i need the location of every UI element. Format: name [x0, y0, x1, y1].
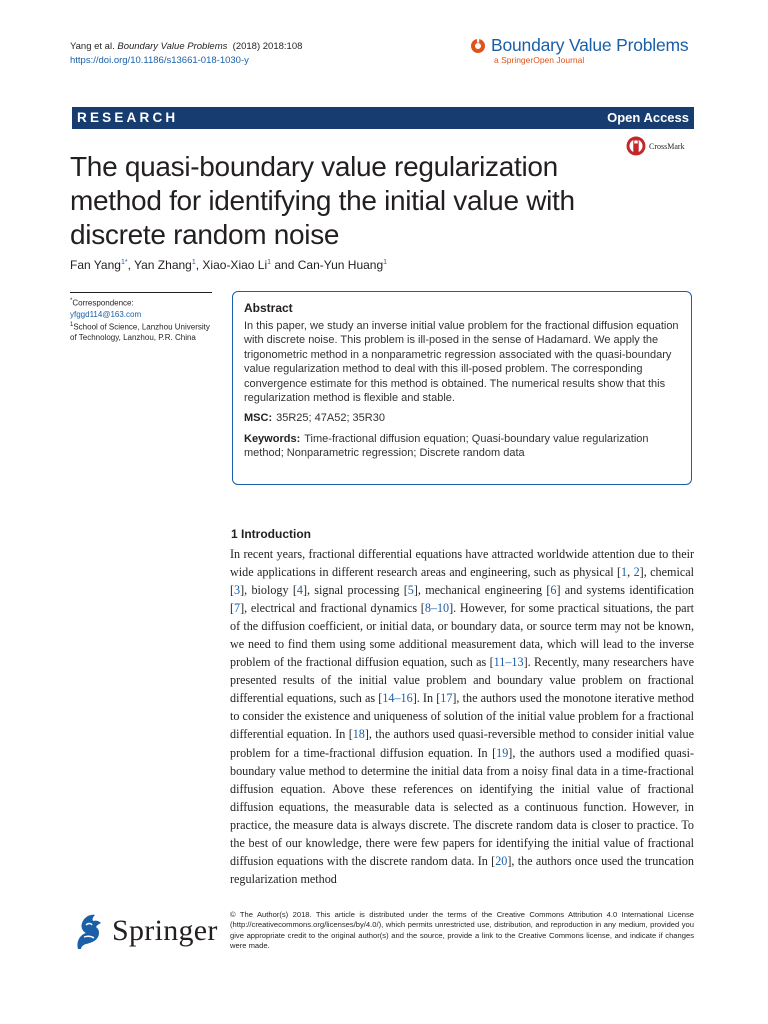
- paper-title: The quasi-boundary value regularization method for identifying the initial value with discrete random noise: [70, 151, 575, 250]
- keywords-text: Time-fractional diffusion equation; Quasi-boundary value regularization method; Nonparametric regression; Discrete random data: [244, 432, 649, 460]
- paragraph-text: ] and systems identification [: [230, 583, 694, 616]
- author-separator: and: [271, 258, 298, 272]
- affiliation-text: School of Science, Lanzhou University of Technology, Lanzhou, P.R. China: [70, 322, 210, 343]
- author-separator: ,: [195, 258, 203, 272]
- affiliation-marker: 1: [70, 321, 74, 328]
- header-citation: [70, 40, 302, 68]
- author-list: [70, 258, 387, 272]
- author-affiliation-marker[interactable]: 1: [267, 259, 272, 266]
- citation-journal: Boundary Value Problems: [117, 41, 228, 52]
- author-affiliation-marker[interactable]: 1*: [120, 259, 128, 266]
- springer-horse-icon: [72, 911, 106, 951]
- author-separator: ,: [127, 258, 135, 272]
- citation-year: (2018) 2018:108: [232, 41, 303, 52]
- paragraph-text: ], the authors used quasi-reversible method to consider initial value problem for a time-fractional diffusion equation. In [: [230, 727, 694, 760]
- springer-wordmark: Springer: [112, 914, 218, 947]
- citation-link[interactable]: 18: [352, 727, 365, 742]
- paragraph-text: ], the authors used a modified quasi-boundary value method to determine the initial data from a noisy final data in a time-fractional diffusion equation. Above these references on identifying the initial value of fractional diffusion equations, the measurable data is selected as a continuous function. However, in practice, the measure data is always discrete. The discrete random data is closer to practice. To the best of our knowledge, there were few papers for identifying the initial value of fractional diffusion equations with the discrete random data. In [: [230, 745, 694, 868]
- author-name[interactable]: Fan Yang: [70, 258, 121, 272]
- msc-codes: 35R25; 47A52; 35R30: [276, 412, 385, 425]
- citation-link[interactable]: 2: [633, 565, 640, 580]
- citation-link[interactable]: 8–10: [424, 601, 450, 616]
- msc-label: MSC:: [244, 412, 273, 425]
- msc-row: [244, 411, 680, 425]
- doi-link[interactable]: https://doi.org/10.1186/s13661-018-1030-y: [70, 55, 249, 66]
- keywords-label: Keywords:: [244, 432, 301, 445]
- email-link[interactable]: yfggd114@163.com: [70, 309, 142, 319]
- author-name[interactable]: Yan Zhang: [134, 258, 192, 272]
- citation-link[interactable]: 7: [234, 601, 241, 616]
- citation-link[interactable]: 3: [234, 583, 241, 598]
- article-type-label: RESEARCH: [77, 110, 179, 125]
- journal-subtitle: a SpringerOpen Journal: [494, 55, 585, 65]
- author-name[interactable]: Can-Yun Huang: [297, 258, 384, 272]
- paragraph-text: ]. In [: [412, 691, 441, 706]
- correspondence-block: [70, 292, 212, 343]
- citation-link[interactable]: 6: [550, 583, 557, 598]
- journal-name: Boundary Value Problems: [491, 35, 689, 55]
- abstract-text: In this paper, we study an inverse initial value problem for the fractional diffusion equation with discrete noise. This problem is ill-posed in the sense of Hadamard. We apply the trigonometric method in a nonparametric regression associated with the quasi-boundary value regularization method to deal with this ill-posed problem. The corresponding convergence estimate for this method is obtained. The numerical results show that this regularization method is flexible and stable.: [244, 320, 679, 405]
- citation-link[interactable]: 11–13: [493, 655, 524, 670]
- crossmark-label: CrossMark: [649, 141, 685, 151]
- paragraph-text: ], mechanical engineering [: [413, 583, 551, 598]
- citation-prefix: Yang et al.: [70, 41, 115, 52]
- citation-link[interactable]: 19: [496, 745, 509, 760]
- crossmark-button[interactable]: [626, 136, 685, 156]
- section-heading-introduction: 1 Introduction: [231, 527, 311, 541]
- paragraph-text: ], chemical [: [230, 565, 694, 598]
- paragraph-text: ], electrical and fractional dynamics [: [240, 601, 425, 616]
- correspondence-label: Correspondence:: [72, 298, 134, 308]
- paragraph-text: ]. Recently, many researchers have presented results of the initial value problem and boundary value problem on fractional differential equations, such as [: [230, 655, 694, 706]
- citation-link[interactable]: 4: [296, 583, 303, 598]
- crossmark-icon: [626, 136, 646, 156]
- springer-logo: [72, 911, 218, 951]
- citation-link[interactable]: 1: [621, 565, 628, 580]
- paragraph-text: In recent years, fractional differential equations have attracted worldwide attention due to their wide applications in different research areas and engineering, such as physical [: [230, 547, 694, 580]
- paragraph-text: ,: [627, 565, 634, 580]
- citation-link[interactable]: 14–16: [382, 691, 413, 706]
- abstract-box: [232, 291, 692, 485]
- introduction-paragraph: [230, 545, 694, 888]
- abstract-heading: Abstract: [244, 301, 293, 315]
- citation-link[interactable]: 20: [495, 853, 508, 868]
- open-access-label: Open Access: [607, 110, 689, 125]
- author-affiliation-marker[interactable]: 1: [191, 259, 196, 266]
- citation-link[interactable]: 17: [440, 691, 453, 706]
- paragraph-text: ]. However, for some practical situations, the part of the diffusion coefficient, or initial data, or boundary data, or source term may not be known, we need to find them using some additional measurement data, which will lead to the inverse problem of the fractional diffusion equation, such as [: [230, 601, 694, 670]
- article-type-banner: [72, 107, 694, 129]
- journal-logo[interactable]: [470, 35, 696, 65]
- author-name[interactable]: Xiao-Xiao Li: [202, 258, 268, 272]
- paragraph-text: ], the authors used the monotone iterative method to consider the existence and uniqueness of solution of the initial value problem for a fractional differential equation. In [: [230, 691, 694, 742]
- journal-logo-icon: [470, 38, 486, 54]
- paragraph-text: ], the authors once used the truncation regularization method: [230, 853, 695, 886]
- correspondence-marker: *: [70, 298, 73, 304]
- paragraph-text: ], signal processing [: [302, 583, 408, 598]
- citation-link[interactable]: 5: [407, 583, 414, 598]
- author-affiliation-marker[interactable]: 1: [383, 259, 388, 266]
- paragraph-text: ], biology [: [240, 583, 297, 598]
- keywords-row: [244, 432, 680, 461]
- license-text: © The Author(s) 2018. This article is distributed under the terms of the Creative Commons Attribution 4.0 International License (http://creativecommons.org/licenses/by/4.0/), which permits unrestricted use, distribution, and reproduction in any medium, provided you give appropriate credit to the original author(s) and the source, provide a link to the Creative Commons license, and indicate if changes were made.: [230, 910, 694, 951]
